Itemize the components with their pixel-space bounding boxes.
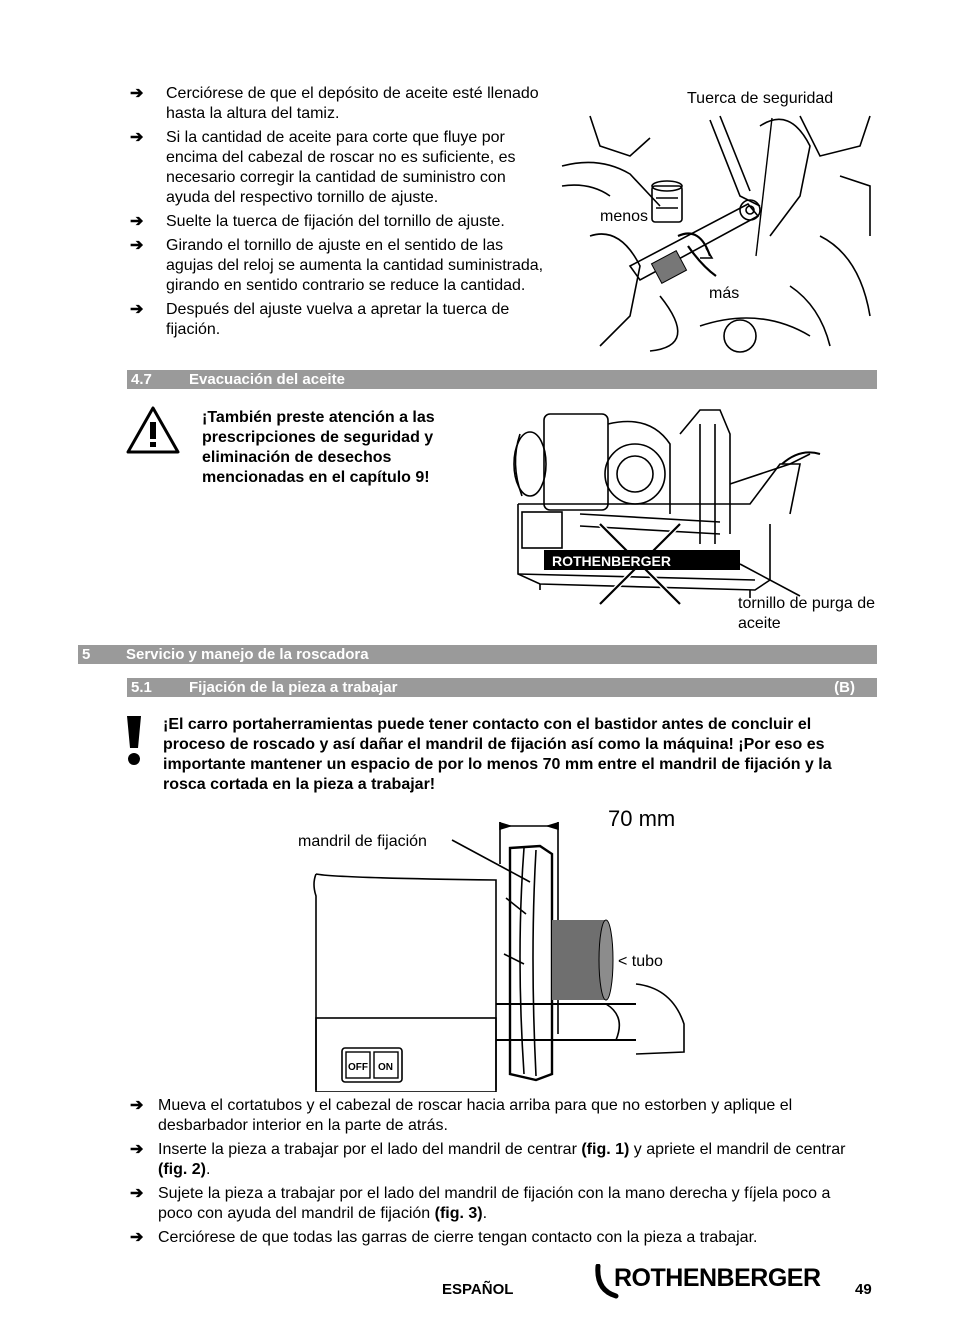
oil-adjust-drawing <box>560 86 880 354</box>
exclamation-icon <box>124 714 144 766</box>
arrow-right-icon: ➔ <box>130 85 144 102</box>
label-safety-nut: Tuerca de seguridad <box>687 90 834 107</box>
section-heading-5-1: 5.1 Fijación de la pieza a trabajar (B) <box>127 678 877 697</box>
label-tube: < tubo <box>618 953 663 970</box>
list-item: ➔ Cerciórese de que todas las garras de cierre tengan contacto con la pieza a trabajar. <box>130 1229 758 1246</box>
list-item: ➔ Inserte la pieza a trabajar por el lado del mandril de centrar (fig. 1) y apriete el mandril de centrar (fig. 2). <box>130 1141 846 1178</box>
arrow-right-icon: ➔ <box>130 129 144 146</box>
list-item: ➔ Si la cantidad de aceite para corte que fluye por encima del cabezal de roscar no es suficiente, es necesario corregir la cantidad de suministro con ayuda del respectivo tornillo de ajuste. <box>130 129 516 206</box>
list-item: ➔ Girando el tornillo de ajuste en el sentido de las agujas del reloj se aumenta la cantidad suministrada, girando en sentido contrario se reduce la cantidad. <box>130 237 544 294</box>
figure-chuck-gap <box>296 804 690 1092</box>
brand-name: ROTHENBERGER <box>614 1264 821 1292</box>
oil-adjust-list <box>130 84 544 344</box>
arrow-right-icon: ➔ <box>130 1229 144 1246</box>
label-minus: menos <box>600 208 649 225</box>
footer-brand-logo <box>594 1262 834 1302</box>
arrow-right-icon: ➔ <box>130 1185 144 1202</box>
list-item: ➔ Después del ajuste vuelva a apretar la tuerca de fijación. <box>130 301 510 338</box>
section-heading-4-7: 4.7 Evacuación del aceite <box>127 370 877 389</box>
label-plus: más <box>709 285 740 302</box>
machine-brand-text: ROTHENBERGER <box>552 553 672 569</box>
footer-language: ESPAÑOL <box>442 1281 514 1298</box>
workpiece-steps-list <box>130 1096 858 1252</box>
label-chuck: mandril de fijación <box>298 833 427 850</box>
page-number: 49 <box>855 1281 872 1298</box>
list-item: ➔ Mueva el cortatubos y el cabezal de roscar hacia arriba para que no estorben y aplique el desbarbador interior en la parte de atrás. <box>130 1097 793 1134</box>
figure-threading-machine <box>500 404 880 640</box>
list-item: ➔ Cerciórese de que el depósito de aceite esté llenado hasta la altura del tamiz. <box>130 85 539 122</box>
off-button-label: OFF <box>348 1062 368 1073</box>
arrow-right-icon: ➔ <box>130 301 144 318</box>
label-oil-drain-screw: tornillo de purga de aceite <box>738 595 875 632</box>
arrow-right-icon: ➔ <box>130 213 144 230</box>
list-item: ➔ Suelte la tuerca de fijación del tornillo de ajuste. <box>130 213 505 230</box>
arrow-right-icon: ➔ <box>130 237 144 254</box>
warning-oil-disposal: ¡También preste atención a las prescripciones de seguridad y eliminación de desechos mencionadas en el capítulo 9! <box>202 409 435 486</box>
list-item: ➔ Sujete la pieza a trabajar por el lado del mandril de fijación con la mano derecha y fíjela poco a poco con ayuda del mandril de fijación (fig. 3). <box>130 1185 831 1222</box>
warning-70mm-gap: ¡El carro portaherramientas puede tener contacto con el bastidor antes de concluir el proceso de roscado y así dañar el mandril de fijación así como la máquina! ¡Por eso es importante mantener un espacio de por lo menos 70 mm entre el mandril de fijación y la rosca cortada en la pieza a trabajar! <box>163 716 832 793</box>
label-dimension-70mm: 70 mm <box>608 806 676 831</box>
section-heading-5: 5 Servicio y manejo de la roscadora <box>78 645 877 664</box>
figure-oil-adjust-screw <box>560 86 880 354</box>
warning-triangle-icon <box>125 405 181 455</box>
arrow-right-icon: ➔ <box>130 1097 144 1114</box>
on-button-label: ON <box>378 1062 393 1073</box>
arrow-right-icon: ➔ <box>130 1141 144 1158</box>
